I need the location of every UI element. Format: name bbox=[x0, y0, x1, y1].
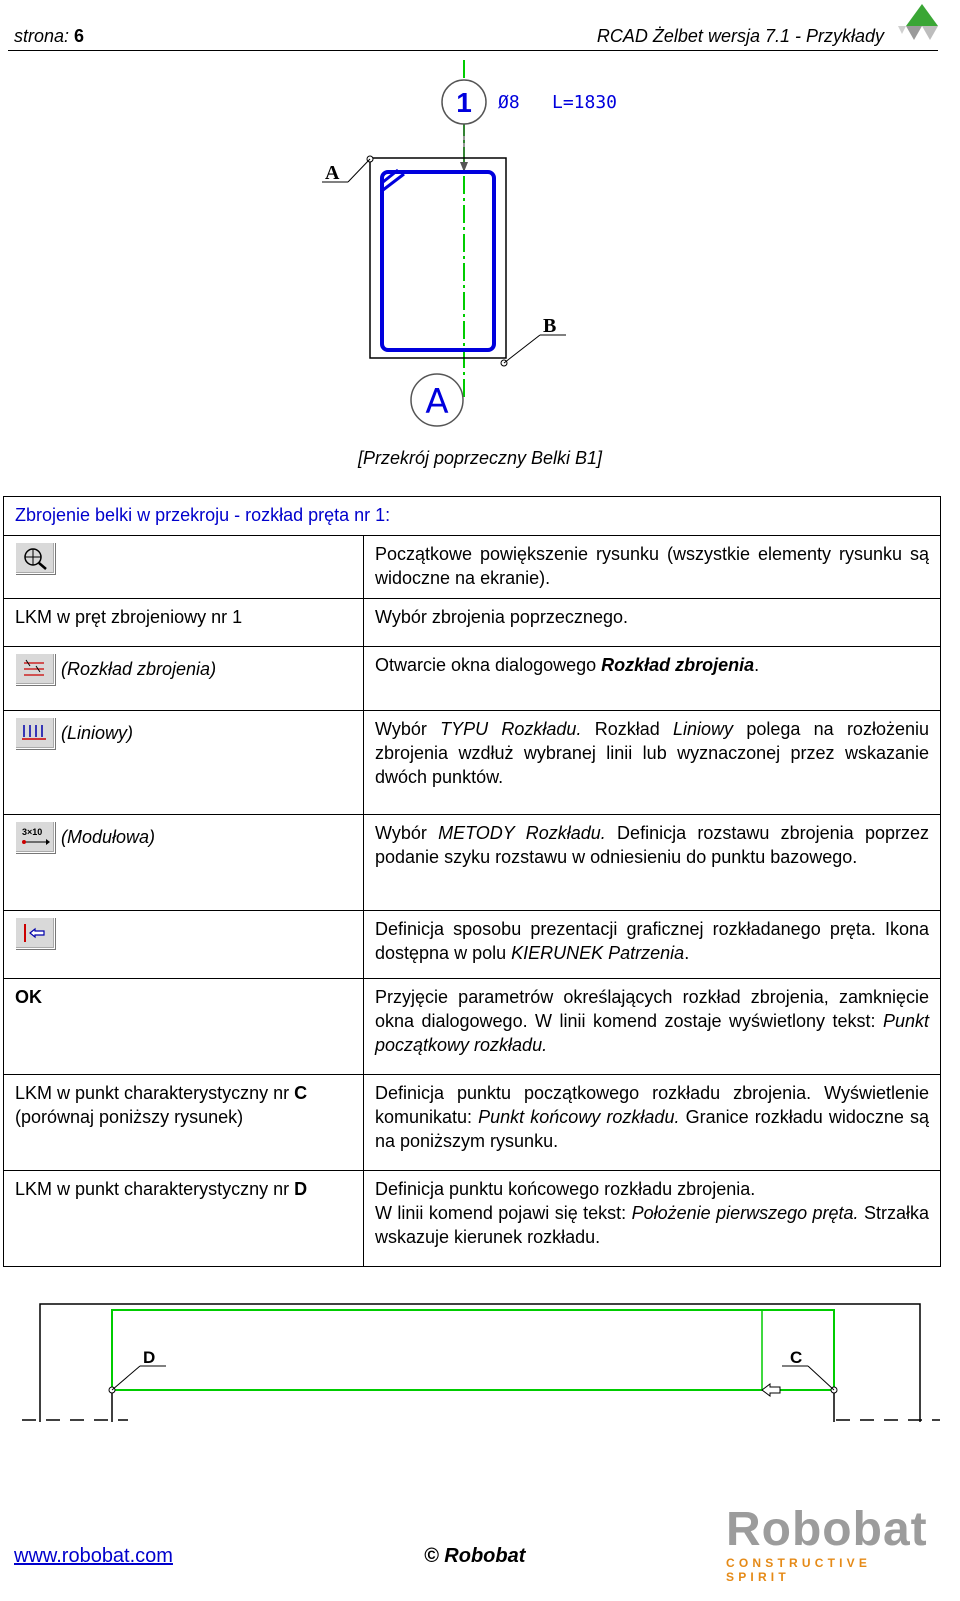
row-5-text-a: Wybór bbox=[375, 823, 439, 843]
rebar-distribution-label: (Rozkład zbrojenia) bbox=[61, 659, 217, 679]
row-3-end: . bbox=[754, 655, 760, 675]
row-9-text-d: Strzałka wskazuje kierunek rozkładu. bbox=[375, 1203, 929, 1247]
table-row bbox=[4, 911, 941, 979]
row-3-text: Otwarcie okna dialogowego bbox=[375, 655, 602, 675]
point-d-ref: D bbox=[294, 1179, 308, 1199]
table-title-text: Zbrojenie belki w przekroju - rozkład pręta nr 1: bbox=[15, 505, 391, 525]
row-2-action: LKM w pręt zbrojeniowy nr 1 bbox=[4, 599, 364, 647]
page-number: 6 bbox=[74, 26, 85, 46]
view-direction-icon bbox=[20, 921, 50, 945]
row-9-text-b: W linii komend pojawi się tekst: bbox=[375, 1203, 632, 1223]
point-d-label: D bbox=[143, 1348, 156, 1367]
row-2-description: Wybór zbrojenia poprzecznego. bbox=[364, 599, 941, 647]
row-4-text-e: polega na rozłożeniu zbrojenia wzdłuż wybranej linii lub wyznaczonej przez wskazanie dwóch punktów. bbox=[375, 719, 929, 787]
rebar-distribution-button[interactable] bbox=[15, 653, 55, 685]
bar-number-label: 1 bbox=[456, 87, 472, 118]
row-4-description bbox=[364, 711, 941, 815]
row-9-description bbox=[364, 1171, 941, 1267]
rebar-distribution-icon bbox=[20, 657, 50, 681]
row-1-description: Początkowe powiększenie rysunku (wszystkie elementy rysunku są widoczne na ekranie). bbox=[364, 536, 941, 599]
page-label: strona: bbox=[14, 26, 70, 46]
copyright-text: © Robobat bbox=[424, 1545, 526, 1567]
table-title bbox=[4, 497, 941, 536]
row-9-text-a: Definicja punktu końcowego rozkładu zbrojenia. bbox=[375, 1179, 756, 1199]
page-indicator bbox=[14, 26, 84, 47]
row-9-message: Położenie pierwszego pręta. bbox=[631, 1203, 859, 1223]
distribution-drawing bbox=[0, 1296, 960, 1436]
linear-distribution-icon bbox=[20, 721, 50, 745]
section-marker-label: A bbox=[425, 382, 449, 422]
modular-method-button[interactable] bbox=[15, 821, 55, 853]
document-title: RCAD Żelbet wersja 7.1 - Przykłady bbox=[596, 26, 884, 46]
website-link[interactable]: www.robobat.com bbox=[14, 1545, 173, 1567]
zoom-all-button[interactable] bbox=[15, 542, 55, 574]
row-7-description bbox=[364, 979, 941, 1075]
row-5-method: METODY Rozkładu. bbox=[438, 823, 606, 843]
figure-caption: [Przekrój poprzeczny Belki B1] bbox=[357, 448, 603, 468]
point-b-label: B bbox=[543, 315, 557, 337]
row-5-text-c: Definicja rozstawu zbrojenia poprzez podanie szyku rozstawu w odniesieniu do punktu bazowego. bbox=[375, 823, 929, 867]
table-row bbox=[4, 647, 941, 711]
header-rule bbox=[8, 50, 938, 51]
row-4-linear: Liniowy bbox=[673, 719, 734, 739]
row-8-text-a: Definicja punktu początkowego rozkładu zbrojenia. Wyświetlenie komunikatu: bbox=[375, 1083, 929, 1127]
bar-diameter-label: Ø8 bbox=[498, 92, 520, 113]
brand-tagline: CONSTRUCTIVE SPIRIT bbox=[726, 1556, 872, 1584]
bar-length-label: L=1830 bbox=[552, 92, 618, 113]
modular-method-icon bbox=[20, 825, 50, 849]
brand-name: Robobat bbox=[726, 1503, 928, 1556]
point-c-label: C bbox=[790, 1348, 803, 1367]
row-8-description bbox=[364, 1075, 941, 1171]
row-8-note: (porównaj poniższy rysunek) bbox=[15, 1107, 244, 1127]
row-6-field: KIERUNEK Patrzenia bbox=[511, 943, 685, 963]
row-4-type: TYPU Rozkładu. bbox=[440, 719, 582, 739]
point-c-ref: C bbox=[294, 1083, 308, 1103]
modular-method-label: (Modułowa) bbox=[61, 827, 156, 847]
row-7-text: Przyjęcie parametrów określających rozkład zbrojenia, zamknięcie okna dialogowego. W linii komend zostaje wyświetlony tekst: bbox=[375, 987, 929, 1031]
row-3-dialog-name: Rozkład zbrojenia bbox=[601, 655, 755, 675]
steps-table bbox=[3, 496, 941, 1267]
row-4-text-a: Wybór bbox=[375, 719, 441, 739]
cross-section-drawing bbox=[0, 60, 960, 450]
row-8-message: Punkt końcowy rozkładu. bbox=[478, 1107, 680, 1127]
modular-icon-text: 3×10 bbox=[22, 827, 43, 837]
table-row bbox=[4, 711, 941, 815]
table-row bbox=[4, 536, 941, 599]
table-row bbox=[4, 599, 941, 647]
row-4-text-c: Rozkład bbox=[581, 719, 674, 739]
row-7-message: Punkt początkowy rozkładu. bbox=[375, 1011, 929, 1055]
row-6-text: Definicja sposobu prezentacji graficznej rozkładanego pręta. Ikona dostępna w polu bbox=[375, 919, 929, 963]
row-9-action: LKM w punkt charakterystyczny nr bbox=[15, 1179, 295, 1199]
zoom-extents-icon bbox=[20, 546, 50, 570]
point-a-label: A bbox=[325, 162, 340, 184]
robobat-triangle-logo-icon bbox=[892, 4, 940, 46]
linear-type-button[interactable] bbox=[15, 717, 55, 749]
row-5-description bbox=[364, 815, 941, 911]
linear-type-label: (Liniowy) bbox=[61, 723, 134, 743]
row-6-end: . bbox=[684, 943, 690, 963]
table-row bbox=[4, 815, 941, 911]
robobat-logo bbox=[726, 1503, 936, 1584]
ok-button-label: OK bbox=[15, 987, 42, 1007]
table-row bbox=[4, 1171, 941, 1267]
view-direction-button[interactable] bbox=[15, 917, 55, 949]
row-3-description bbox=[364, 647, 941, 711]
row-8-text-c: Granice rozkładu widoczne są na poniższym rysunku. bbox=[375, 1107, 929, 1151]
table-row bbox=[4, 1075, 941, 1171]
row-8-action: LKM w punkt charakterystyczny nr bbox=[15, 1083, 295, 1103]
row-6-description bbox=[364, 911, 941, 979]
table-row bbox=[4, 979, 941, 1075]
